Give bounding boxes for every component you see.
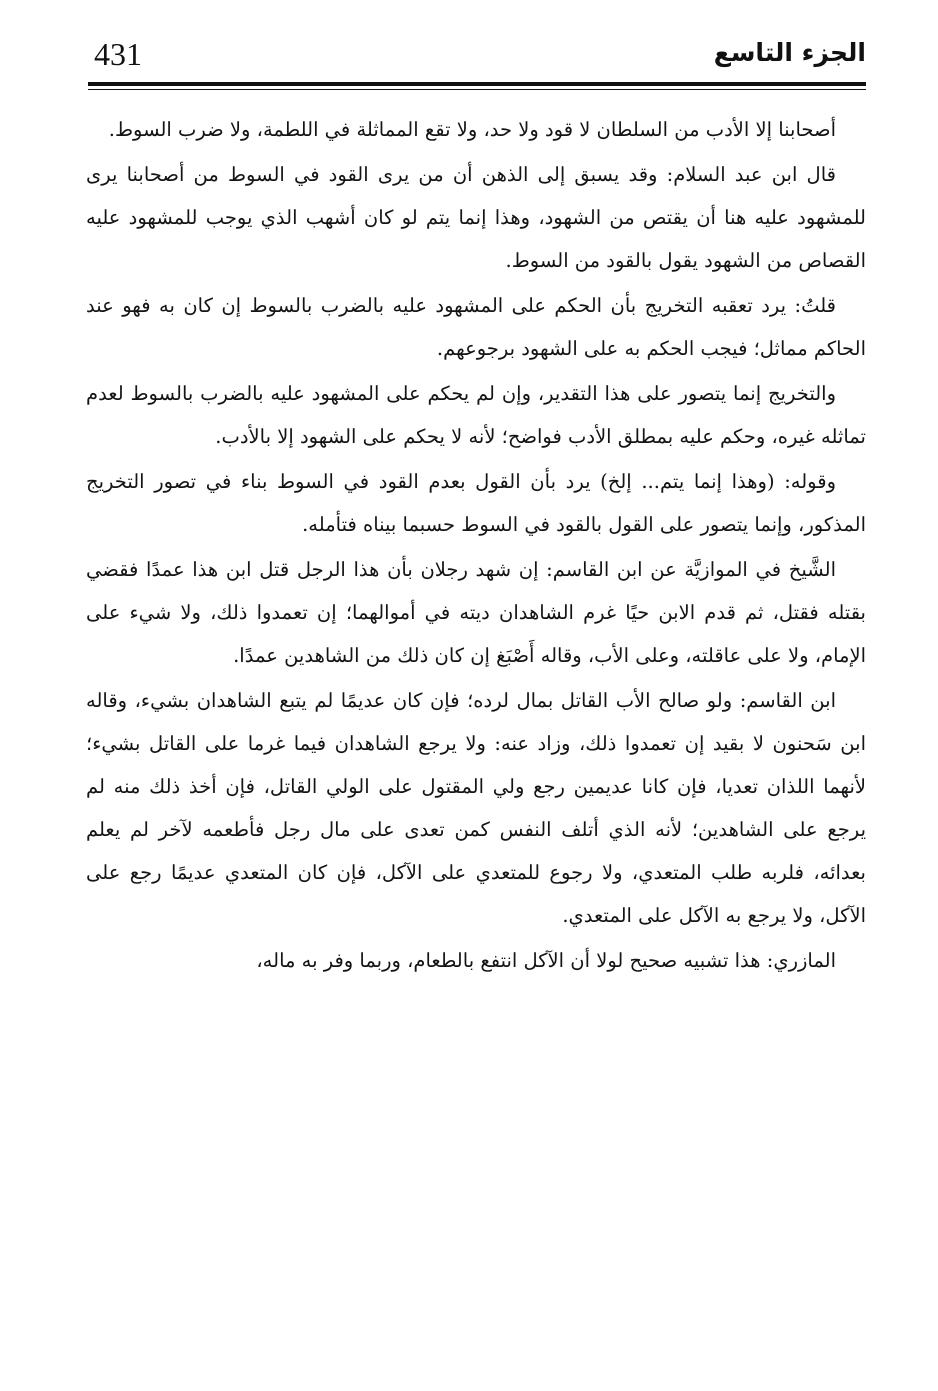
paragraph-3: قلتُ: يرد تعقبه التخريج بأن الحكم على المشهود عليه بالضرب بالسوط إن كان به فهو عند الحاكم مماثل؛ فيجب الحكم به على الشهود برجوعهم. [86,294,866,360]
body-text [86,108,866,982]
paragraph-4: والتخريج إنما يتصور على هذا التقدير، وإن لم يحكم على المشهود عليه بالضرب بالسوط لعدم تماثله غيره، وحكم عليه بمطلق الأدب فواضح؛ لأنه لا يحكم على الشهود إلا بالأدب. [86,382,866,448]
paragraph-2: قال ابن عبد السلام: وقد يسبق إلى الذهن أن من يرى القود في السوط من أصحابنا يرى للمشهود عليه هنا أن يقتص من الشهود، وهذا إنما يتم لو كان أشهب الذي يوجب للمشهود عليه القصاص من الشهود يقول بالقود من السوط. [86,163,866,272]
header-rule-thick [88,82,866,86]
paragraph-5: وقوله: (وهذا إنما يتم... إلخ) يرد بأن القول بعدم القود في السوط بناء في تصور التخريج المذكور، وإنما يتصور على القول بالقود في السوط حسبما بيناه فتأمله. [86,470,866,536]
page-number: 431 [94,36,142,72]
paragraph-8: المازري: هذا تشبيه صحيح لولا أن الآكل انتفع بالطعام، وربما وفر به ماله، [256,949,836,972]
header-rule-thin [88,89,866,90]
page-header [88,30,866,94]
running-title: الجزء التاسع [713,38,866,67]
paragraph-1: أصحابنا إلا الأدب من السلطان لا قود ولا حد، ولا تقع المماثلة في اللطمة، ولا ضرب السوط. [108,118,836,141]
paragraph-6: الشَّيخ في الموازيَّة عن ابن القاسم: إن شهد رجلان بأن هذا الرجل قتل ابن هذا عمدًا فقضي بقتله فقتل، ثم قدم الابن حيًا غرم الشاهدان ديته في أموالهما؛ إن تعمدوا ذلك، ولا شيء على الإمام، ولا على عاقلته، وعلى الأب، وقاله أَصْبَغ إن كان ذلك من الشاهدين عمدًا. [86,558,866,667]
paragraph-7: ابن القاسم: ولو صالح الأب القاتل بمال لرده؛ فإن كان عديمًا لم يتبع الشاهدان بشيء، وقاله ابن سَحنون لا بقيد إن تعمدوا ذلك، وزاد عنه: ولا يرجع الشاهدان فيما غرما على القاتل بشيء؛ لأنهما اللذان تعديا، فإن كانا عديمين رجع ولي المقتول على الولي القاتل، فإن أخذ ذلك منه لم يرجع على الشاهدين؛ لأنه الذي أتلف النفس كمن تعدى على مال رجل فأطعمه لآخر لم يعلم بعدائه، فلربه طلب المتعدي، ولا رجوع للمتعدي على الآكل، فإن كان المتعدي عديمًا رجع على الآكل، ولا يرجع به الآكل على المتعدي. [86,689,866,927]
